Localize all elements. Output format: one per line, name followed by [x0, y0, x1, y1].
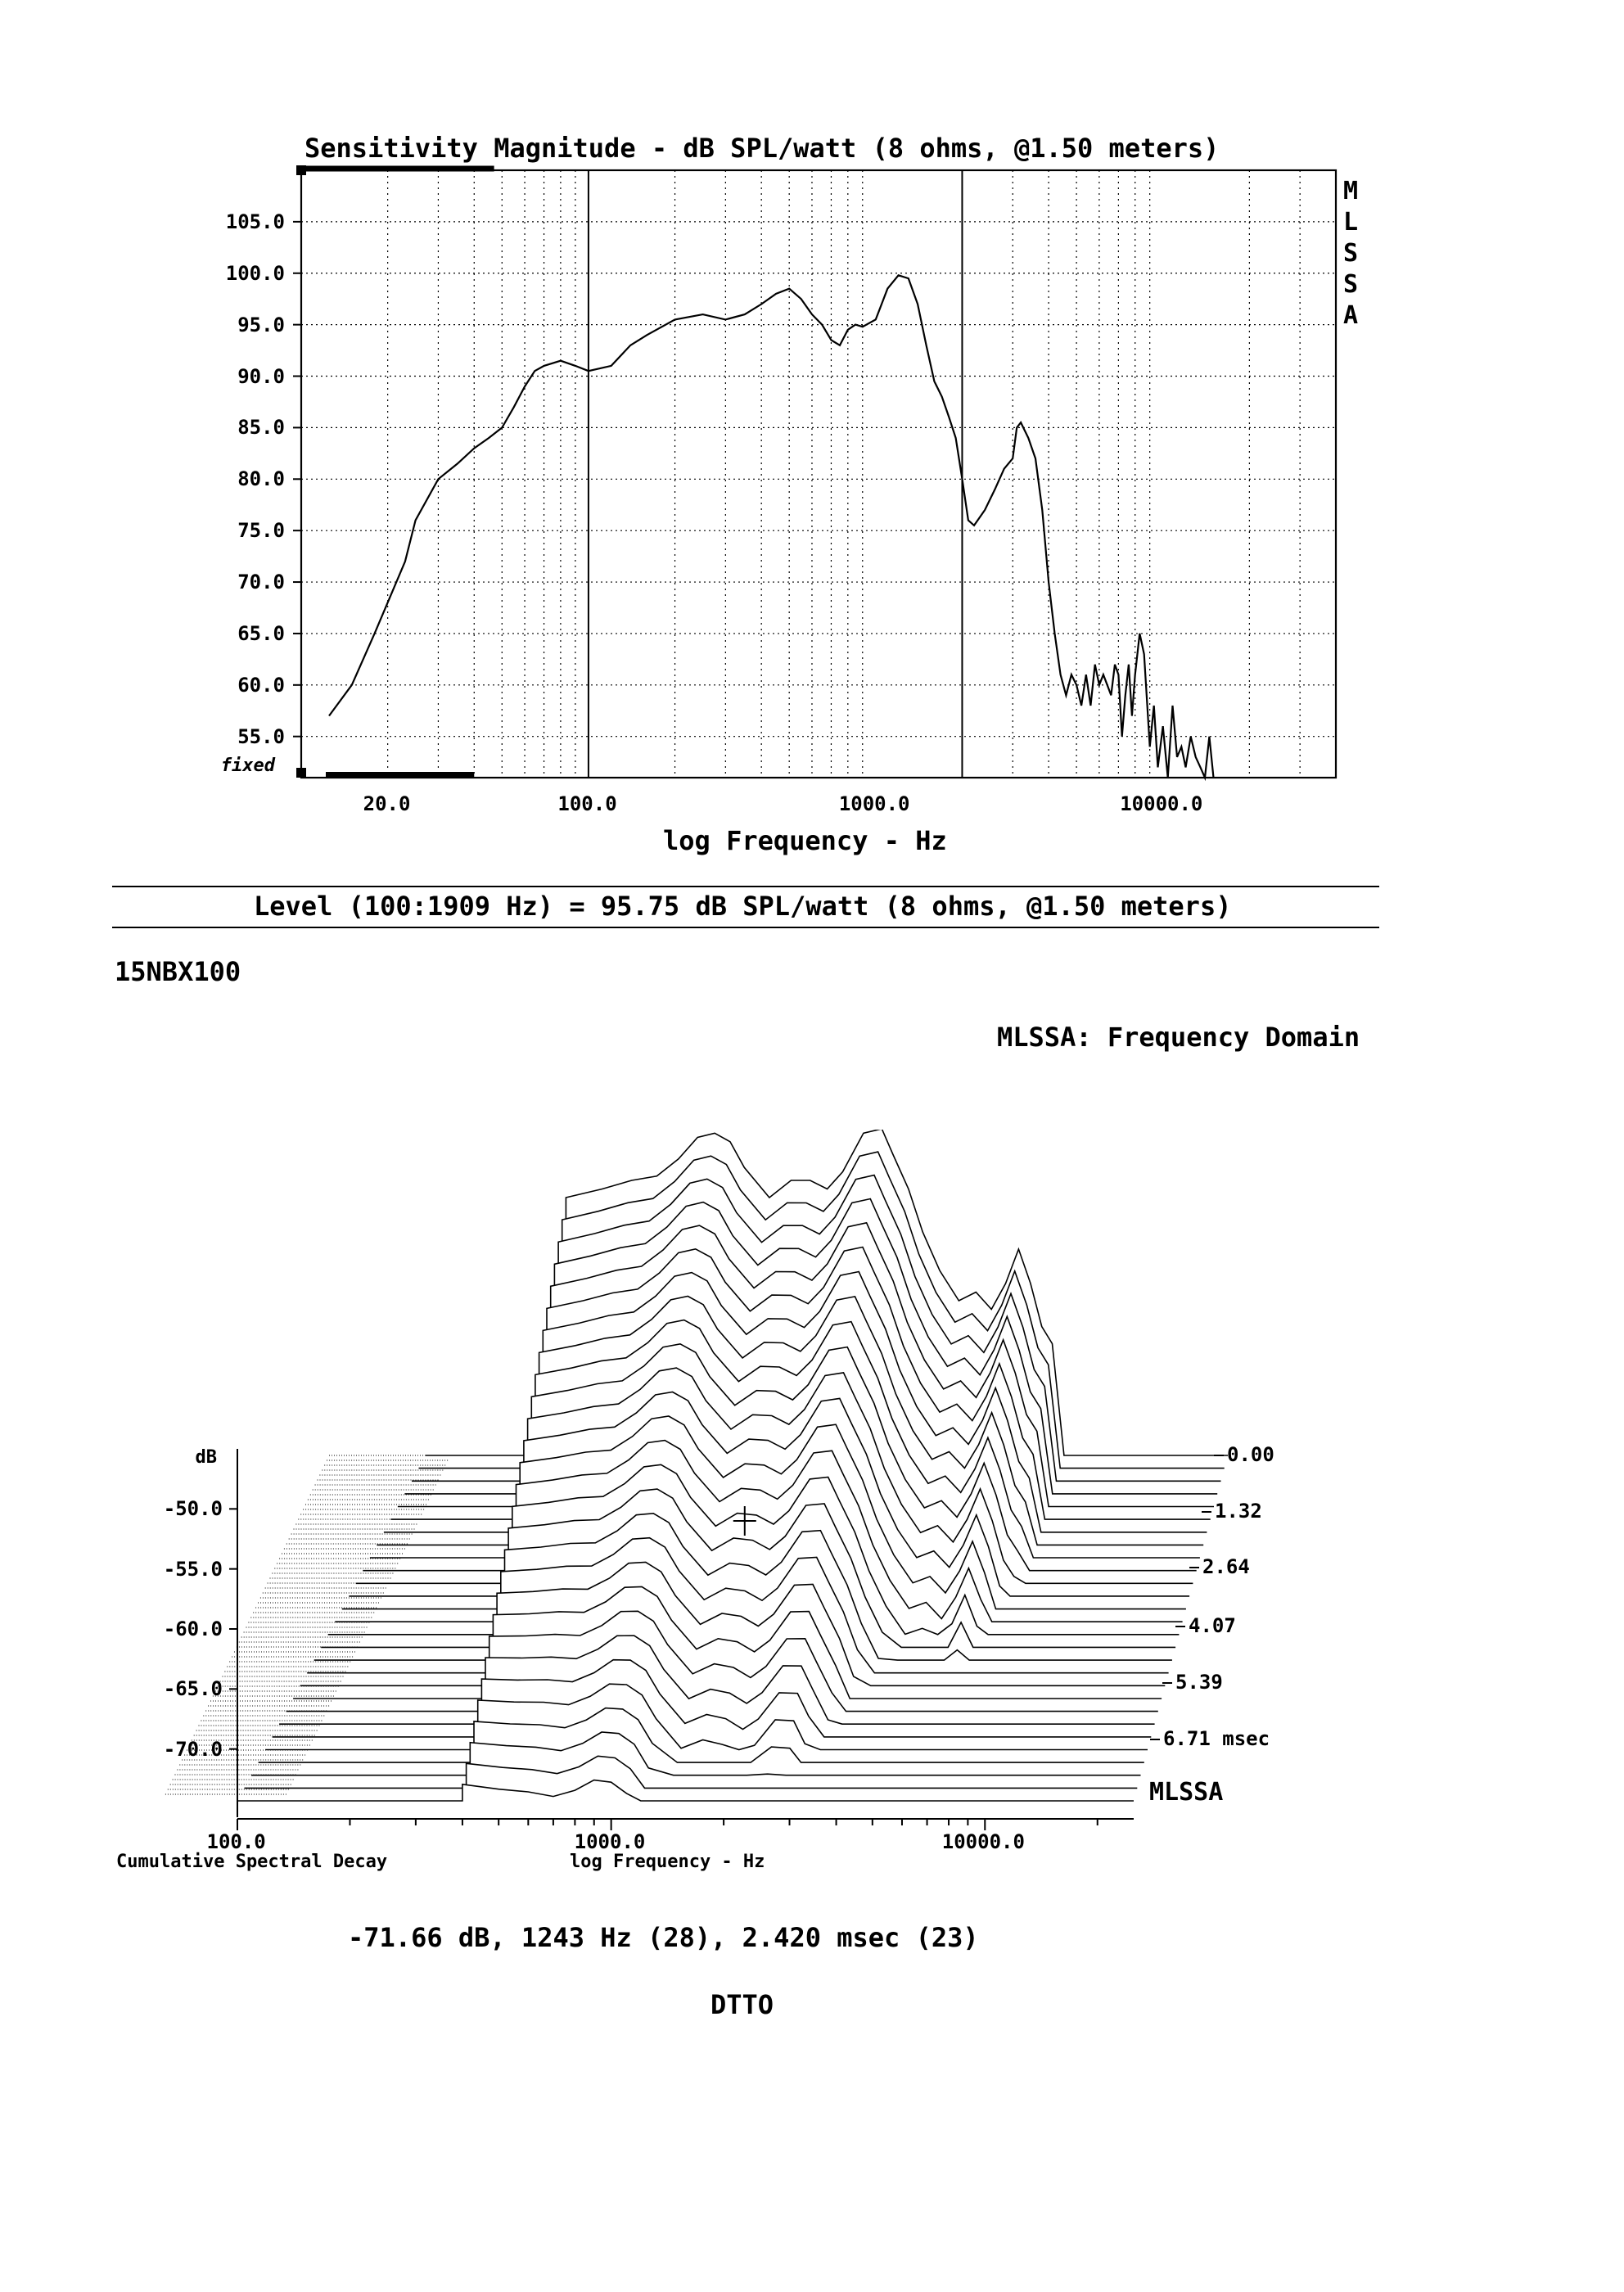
chart1-y-tick-label: 70.0: [237, 571, 285, 594]
waterfall-x-tick-label: 1000.0: [574, 1830, 646, 1853]
chart1-x-tick-label: 100.0: [557, 792, 617, 815]
waterfall-title: Cumulative Spectral Decay: [116, 1852, 388, 1872]
chart1-y-tick-label: 95.0: [237, 313, 285, 336]
waterfall-slice: [251, 1732, 1141, 1775]
mlssa-letter: S: [1342, 270, 1359, 299]
chart1-series-line: [329, 275, 1214, 778]
divider-bottom: [112, 927, 1379, 928]
waterfall-time-tick-label: 2.64: [1202, 1555, 1250, 1578]
divider-top: [112, 886, 1379, 887]
waterfall-slice: [237, 1780, 1134, 1801]
waterfall-corner-label: MLSSA: [1149, 1778, 1224, 1807]
waterfall-y-tick-label: -55.0: [163, 1557, 223, 1581]
waterfall-y-unit: dB: [195, 1447, 217, 1468]
chart1-corner-marker: [296, 768, 306, 778]
domain-label: MLSSA: Frequency Domain: [997, 1022, 1360, 1053]
chart1-y-tick-label: 75.0: [237, 519, 285, 543]
waterfall-time-tick-label: 5.39: [1175, 1671, 1223, 1694]
mlssa-letter: M: [1342, 177, 1359, 205]
footer-label: DTTO: [710, 1989, 774, 2020]
chart1-y-tick-label: 105.0: [225, 210, 285, 233]
chart1-x-tick-label: 1000.0: [838, 792, 910, 815]
chart1-y-tick-label: 65.0: [237, 621, 285, 645]
chart1-y-tick-label: 60.0: [237, 673, 285, 697]
chart1-corner-marker: [296, 165, 306, 175]
chart1-frame: [293, 165, 1336, 778]
waterfall-y-tick-label: -50.0: [163, 1497, 223, 1521]
waterfall-time-tick-label: 0.00: [1227, 1443, 1274, 1466]
waterfall-time-tick-label: 4.07: [1189, 1614, 1236, 1637]
model-name: 15NBX100: [115, 956, 241, 987]
waterfall-x-axis-title: log Frequency - Hz: [570, 1852, 765, 1872]
chart1-x-tick-label: 20.0: [363, 792, 411, 815]
chart1-fixed-label: fixed: [220, 756, 275, 776]
waterfall-y-tick-label: -65.0: [163, 1677, 223, 1701]
waterfall-x-tick-label: 10000.0: [941, 1830, 1025, 1853]
chart1-x-tick-label: 10000.0: [1120, 792, 1203, 815]
waterfall-y-tick-label: -70.0: [163, 1737, 223, 1761]
mlssa-letter: A: [1342, 301, 1359, 330]
chart1-y-tick-label: 80.0: [237, 467, 285, 491]
waterfall-x-tick-label: 100.0: [206, 1830, 266, 1853]
mlssa-letter: S: [1342, 239, 1359, 268]
chart1-title: Sensitivity Magnitude - dB SPL/watt (8 ohms, @1.50 meters): [304, 133, 1220, 164]
chart1-plot-border: [301, 170, 1336, 778]
chart1-y-tick-label: 100.0: [225, 261, 285, 285]
chart1-y-tick-label: 90.0: [237, 364, 285, 388]
chart1-y-tick-label: 85.0: [237, 416, 285, 440]
waterfall-y-tick-label: -60.0: [163, 1617, 223, 1640]
mlssa-letter: L: [1342, 208, 1359, 237]
level-readout: Level (100:1909 Hz) = 95.75 dB SPL/watt (8 ohms, @1.50 meters): [254, 891, 1232, 922]
chart1-x-axis-title: log Frequency - Hz: [663, 825, 947, 856]
waterfall-slice: [245, 1756, 1138, 1788]
waterfall-time-tick-label: 6.71 msec: [1163, 1727, 1270, 1750]
cursor-readout: -71.66 dB, 1243 Hz (28), 2.420 msec (23): [348, 1922, 979, 1953]
waterfall-chart: [0, 1130, 1624, 1883]
chart1-grid: [301, 170, 1336, 778]
waterfall-time-tick-label: 1.32: [1215, 1500, 1262, 1523]
chart1-y-tick-label: 55.0: [237, 724, 285, 748]
